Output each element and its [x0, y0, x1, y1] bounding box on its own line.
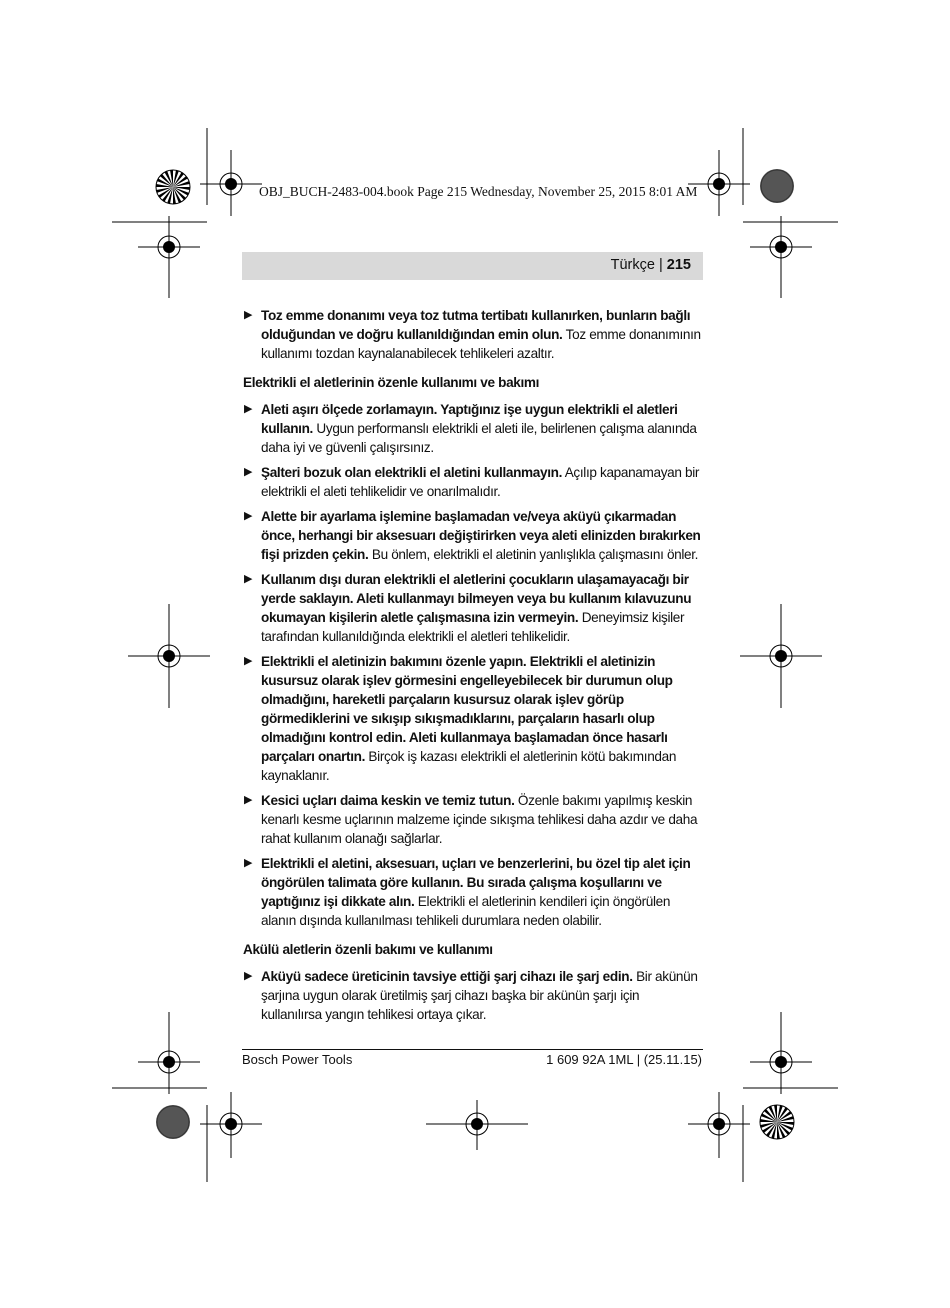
- triangle-right-icon: ▶: [244, 970, 253, 982]
- print-slug: OBJ_BUCH-2483-004.book Page 215 Wednesday, November 25, 2015 8:01 AM: [259, 184, 698, 199]
- bullet-body-text: Birçok iş kazası elektrikli el aletlerinin kötü bakımından kaynaklanır.: [261, 749, 677, 783]
- triangle-right-icon: ▶: [244, 794, 253, 806]
- bullet-bold-text: Toz emme donanımı veya toz tutma tertibatı kullanırken, bunların bağlı olduğundan ve doğru kullanıldığından emin olun.: [261, 308, 691, 342]
- bullet-bold-text: Şalteri bozuk olan elektrikli el aletini kullanmayın.: [261, 465, 563, 480]
- page-header-bar: [242, 252, 703, 280]
- bullet-item: [243, 306, 702, 363]
- bullet-body-text: Deneyimsiz kişiler tarafından kullanıldığında elektrikli el aletleri tehlikelidir.: [261, 610, 685, 644]
- starburst-mark-top-left: [156, 170, 190, 204]
- care-list: [243, 400, 702, 930]
- triangle-right-icon: ▶: [244, 573, 253, 585]
- registration-target-top-left: [200, 150, 262, 216]
- gray-dot-mark-bottom-left: [156, 1105, 190, 1139]
- page-content: [243, 306, 702, 1030]
- registration-target-left-upper: [138, 216, 200, 298]
- bullet-body-text: Uygun performanslı elektrikli el aleti ile, belirlenen çalışma alanında daha iyi ve güvenli çalışırsınız.: [261, 421, 697, 455]
- triangle-right-icon: ▶: [244, 510, 253, 522]
- bullet-body-text: Elektrikli el aletlerinin kendileri için öngörülen alanın dışında kullanılması tehlikeli durumlara neden olabilir.: [261, 894, 671, 928]
- registration-target-left-lower: [138, 1012, 200, 1094]
- bullet-body-text: Bir akünün şarjına uygun olarak üretilmiş şarj cihazı başka bir akünün şarjı için kullanılırsa yangın tehlikesi ortaya çıkar.: [261, 969, 698, 1022]
- starburst-mark-bottom-right: [760, 1105, 794, 1139]
- bullet-bold-text: Kullanım dışı duran elektrikli el aletlerini çocukların ulaşamayacağı bir yerde saklayın. Aleti kullanmayı bilmeyen veya bu kullanım kılavuzunu okumayan kişilerin aletle çalışmasına izin vermeyin.: [261, 572, 692, 625]
- bullet-bold-text: Aküyü sadece üreticinin tavsiye ettiği şarj cihazı ile şarj edin.: [261, 969, 633, 984]
- language-label: Türkçe: [610, 257, 655, 273]
- triangle-right-icon: ▶: [244, 403, 253, 415]
- bullet-item: [243, 854, 702, 930]
- footer-brand: Bosch Power Tools: [242, 1052, 353, 1067]
- registration-target-right-middle: [740, 604, 822, 708]
- bullet-bold-text: Elektrikli el aletini, aksesuarı, uçları ve benzerlerini, bu özel tip alet için öngörülen talimata göre kullanın. Bu sırada çalışma koşullarını ve yaptığınız işi dikkate alın.: [261, 856, 691, 909]
- bullet-bold-text: Alette bir ayarlama işlemine başlamadan ve/veya aküyü çıkarmadan önce, herhangi bir aksesuarı değiştirirken veya aleti elinizden bırakırken fişi prizden çekin.: [261, 509, 701, 562]
- registration-target-right-upper: [750, 216, 812, 298]
- bullet-item: [243, 463, 702, 501]
- bullet-body-text: Özenle bakımı yapılmış keskin kenarlı kesme uçlarının malzeme içinde sıkışma tehlikesi daha azdır ve daha rahat kullanım olanağı sağlarlar.: [261, 793, 698, 846]
- section-heading-care: Elektrikli el aletlerinin özenle kullanımı ve bakımı: [243, 375, 540, 390]
- page-number: 215: [666, 257, 691, 273]
- intro-list: [243, 306, 702, 363]
- battery-list: [243, 967, 702, 1024]
- bullet-bold-text: Aleti aşırı ölçede zorlamayın. Yaptığınız işe uygun elektrikli el aletleri kullanın.: [261, 402, 678, 436]
- bullet-bold-text: Elektrikli el aletinizin bakımını özenle yapın. Elektrikli el aletinizin kusursuz olarak işlev görmesini engelleyebilecek bir durumun olup olmadığını, hareketli parçaların kusursuz olarak işlev görüp görmediklerini ve sıkışıp sıkışmadıklarını, parçaların hasarlı olup olmadığını kontrol edin. Aleti kullanmaya başlamadan önce hasarlı parçaları onartın.: [261, 654, 673, 764]
- registration-target-bottom-center: [426, 1100, 528, 1150]
- footer-rule: [242, 1049, 703, 1050]
- header-separator: |: [658, 257, 663, 273]
- footer-doc-code: 1 609 92A 1ML | (25.11.15): [546, 1052, 702, 1067]
- bullet-body-text: Bu önlem, elektrikli el aletinin yanlışlıkla çalışmasını önler.: [368, 547, 699, 562]
- registration-target-bottom-right: [688, 1092, 750, 1158]
- triangle-right-icon: ▶: [244, 309, 253, 321]
- triangle-right-icon: ▶: [244, 466, 253, 478]
- registration-target-bottom-left: [200, 1092, 262, 1158]
- gray-dot-mark-top-right: [760, 169, 794, 203]
- page-header-label: [611, 257, 691, 273]
- bullet-body-text: Açılıp kapanamayan bir elektrikli el aleti tehlikelidir ve onarılmalıdır.: [261, 465, 700, 499]
- bullet-body-text: Toz emme donanımının kullanımı tozdan kaynalanabilecek tehlikeleri azaltır.: [261, 327, 701, 361]
- bullet-item: [243, 652, 702, 785]
- triangle-right-icon: ▶: [244, 655, 253, 667]
- section-heading-battery: Akülü aletlerin özenli bakımı ve kullanımı: [243, 942, 493, 957]
- registration-target-right-lower: [750, 1012, 812, 1094]
- bullet-item: [243, 400, 702, 457]
- triangle-right-icon: ▶: [244, 857, 253, 869]
- bullet-item: [243, 791, 702, 848]
- registration-target-left-middle: [128, 604, 210, 708]
- registration-target-top-right: [688, 150, 750, 216]
- bullet-item: [243, 967, 702, 1024]
- bullet-item: [243, 570, 702, 646]
- bullet-bold-text: Kesici uçları daima keskin ve temiz tutun.: [261, 793, 515, 808]
- bullet-item: [243, 507, 702, 564]
